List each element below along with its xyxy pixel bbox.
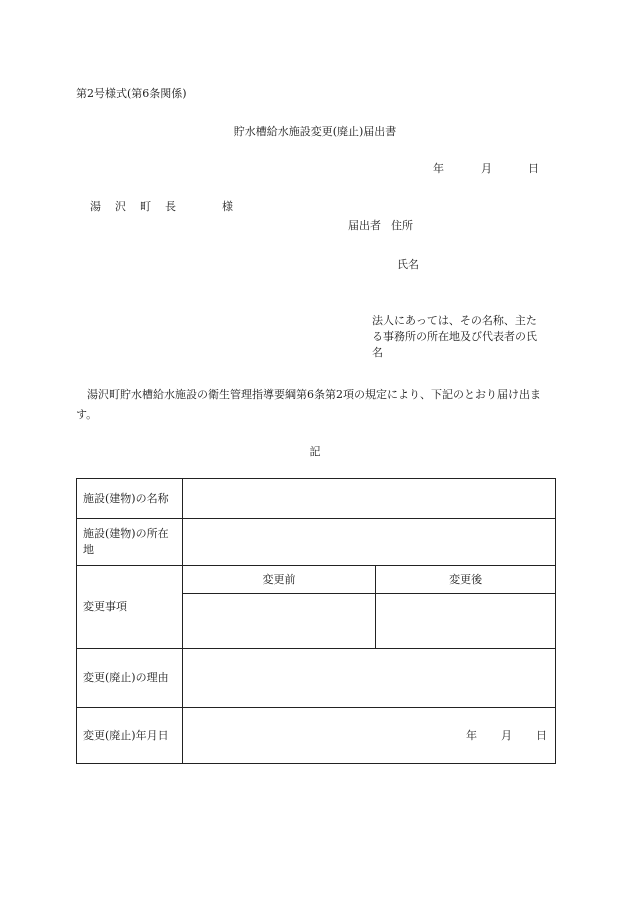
addressee-part: 町 xyxy=(140,200,151,213)
reason-field[interactable] xyxy=(182,649,555,708)
change-date-month: 月 xyxy=(501,728,512,742)
address-label: 住所 xyxy=(391,219,413,232)
notifier-name-label: 氏名 xyxy=(397,258,419,271)
change-date-field[interactable] xyxy=(182,708,555,764)
facility-location-label: 施設(建物)の所在地 xyxy=(77,519,183,566)
body-paragraph: 湯沢町貯水槽給水施設の衛生管理指導要綱第6条第2項の規定により、下記のとおり届け出ます。 xyxy=(76,388,541,421)
date-day-label: 日 xyxy=(528,162,539,175)
change-date-label: 変更(廃止)年月日 xyxy=(77,708,183,764)
notifier-address-line xyxy=(348,217,413,233)
addressee-part: 長 xyxy=(165,200,176,213)
facility-name-field[interactable] xyxy=(182,479,555,519)
date-year-label: 年 xyxy=(433,162,444,175)
before-header: 変更前 xyxy=(182,566,376,594)
addressee xyxy=(90,198,247,214)
addressee-part: 湯 xyxy=(90,200,101,213)
addressee-honorific: 様 xyxy=(222,200,233,213)
notifier-label: 届出者 xyxy=(348,219,381,232)
change-date-day: 日 xyxy=(536,728,547,742)
reason-label: 変更(廃止)の理由 xyxy=(77,649,183,708)
facility-name-label: 施設(建物)の名称 xyxy=(77,479,183,519)
date-month-label: 月 xyxy=(481,162,492,175)
table-row xyxy=(77,519,556,566)
change-date-year: 年 xyxy=(466,728,477,742)
facility-location-field[interactable] xyxy=(182,519,555,566)
before-field[interactable] xyxy=(182,594,376,649)
change-item-label: 変更事項 xyxy=(77,566,183,649)
table-row xyxy=(77,708,556,764)
corporate-note: 法人にあっては、その名称、主たる事務所の所在地及び代表者の氏名 xyxy=(372,314,537,359)
table-row xyxy=(77,566,556,594)
table-row xyxy=(77,479,556,519)
after-header: 変更後 xyxy=(376,566,556,594)
form-table xyxy=(76,478,556,764)
table-row xyxy=(77,649,556,708)
document-title: 貯水槽給水施設変更(廃止)届出書 xyxy=(233,125,397,138)
after-field[interactable] xyxy=(376,594,556,649)
form-number: 第2号様式(第6条関係) xyxy=(76,87,187,100)
addressee-part: 沢 xyxy=(115,200,126,213)
ki-heading: 記 xyxy=(309,445,321,458)
